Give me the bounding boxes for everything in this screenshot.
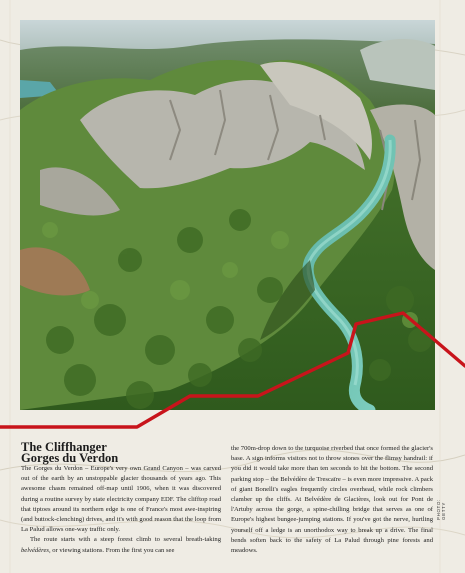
paragraph — [21, 535, 221, 555]
paragraph-text: , or viewing stations. From the first you can see — [48, 546, 175, 554]
paragraph-text: The route starts with a steep forest climb to several breath-taking — [30, 536, 221, 544]
italic-term: belvédères — [21, 546, 49, 554]
headline-line-1: The Cliffhanger — [21, 440, 107, 454]
gorge-photo — [20, 20, 435, 410]
paragraph: the 700m-drop down to the turquoise riverbed that once formed the glacier's base. A sign informs visitors not to throw stones over the flimsy handrail: if you did it would take more than ten seconds to hit the bottom. The second parking stop – the Belvédère de Trescaïre – is even more impressive. A pack of giant Bonelli's eagles frequently circles overhead, while rock climbers clamber up the cliffs. At Belvédère de Glacières, look out for Pont de l'Artuby across the gorge, a spine-chilling bridge that serves as one of Europe's highest bungee-jumping stations. If you've got the nerve, hurtling yourself off a ledge is an unorthodox way to break up a drive. The final bends soften back to the safety of La Palud through pine forests and meadows. — [231, 445, 433, 555]
photo-credit: PHOTO: GETTY — [436, 499, 446, 520]
article-column-right — [231, 444, 433, 556]
article-headline — [21, 442, 221, 464]
paragraph: The Gorges du Verdon – Europe's very own Grand Canyon – was carved out of the earth by an unstoppable glacier thousands of years ago. This awesome chasm remained off-map until 1906, when it was discovered during a routine survey by state electricity company EDF. The clifftop road that tiptoes around its northern edge is one of France's most awe-inspiring (and buttock-clenching) drives, and it's with good reason that the loop from La Palud allows one-way traffic only. — [21, 465, 221, 534]
article-column-left — [21, 464, 221, 556]
headline-line-2: Gorges du Verdon — [21, 451, 119, 465]
